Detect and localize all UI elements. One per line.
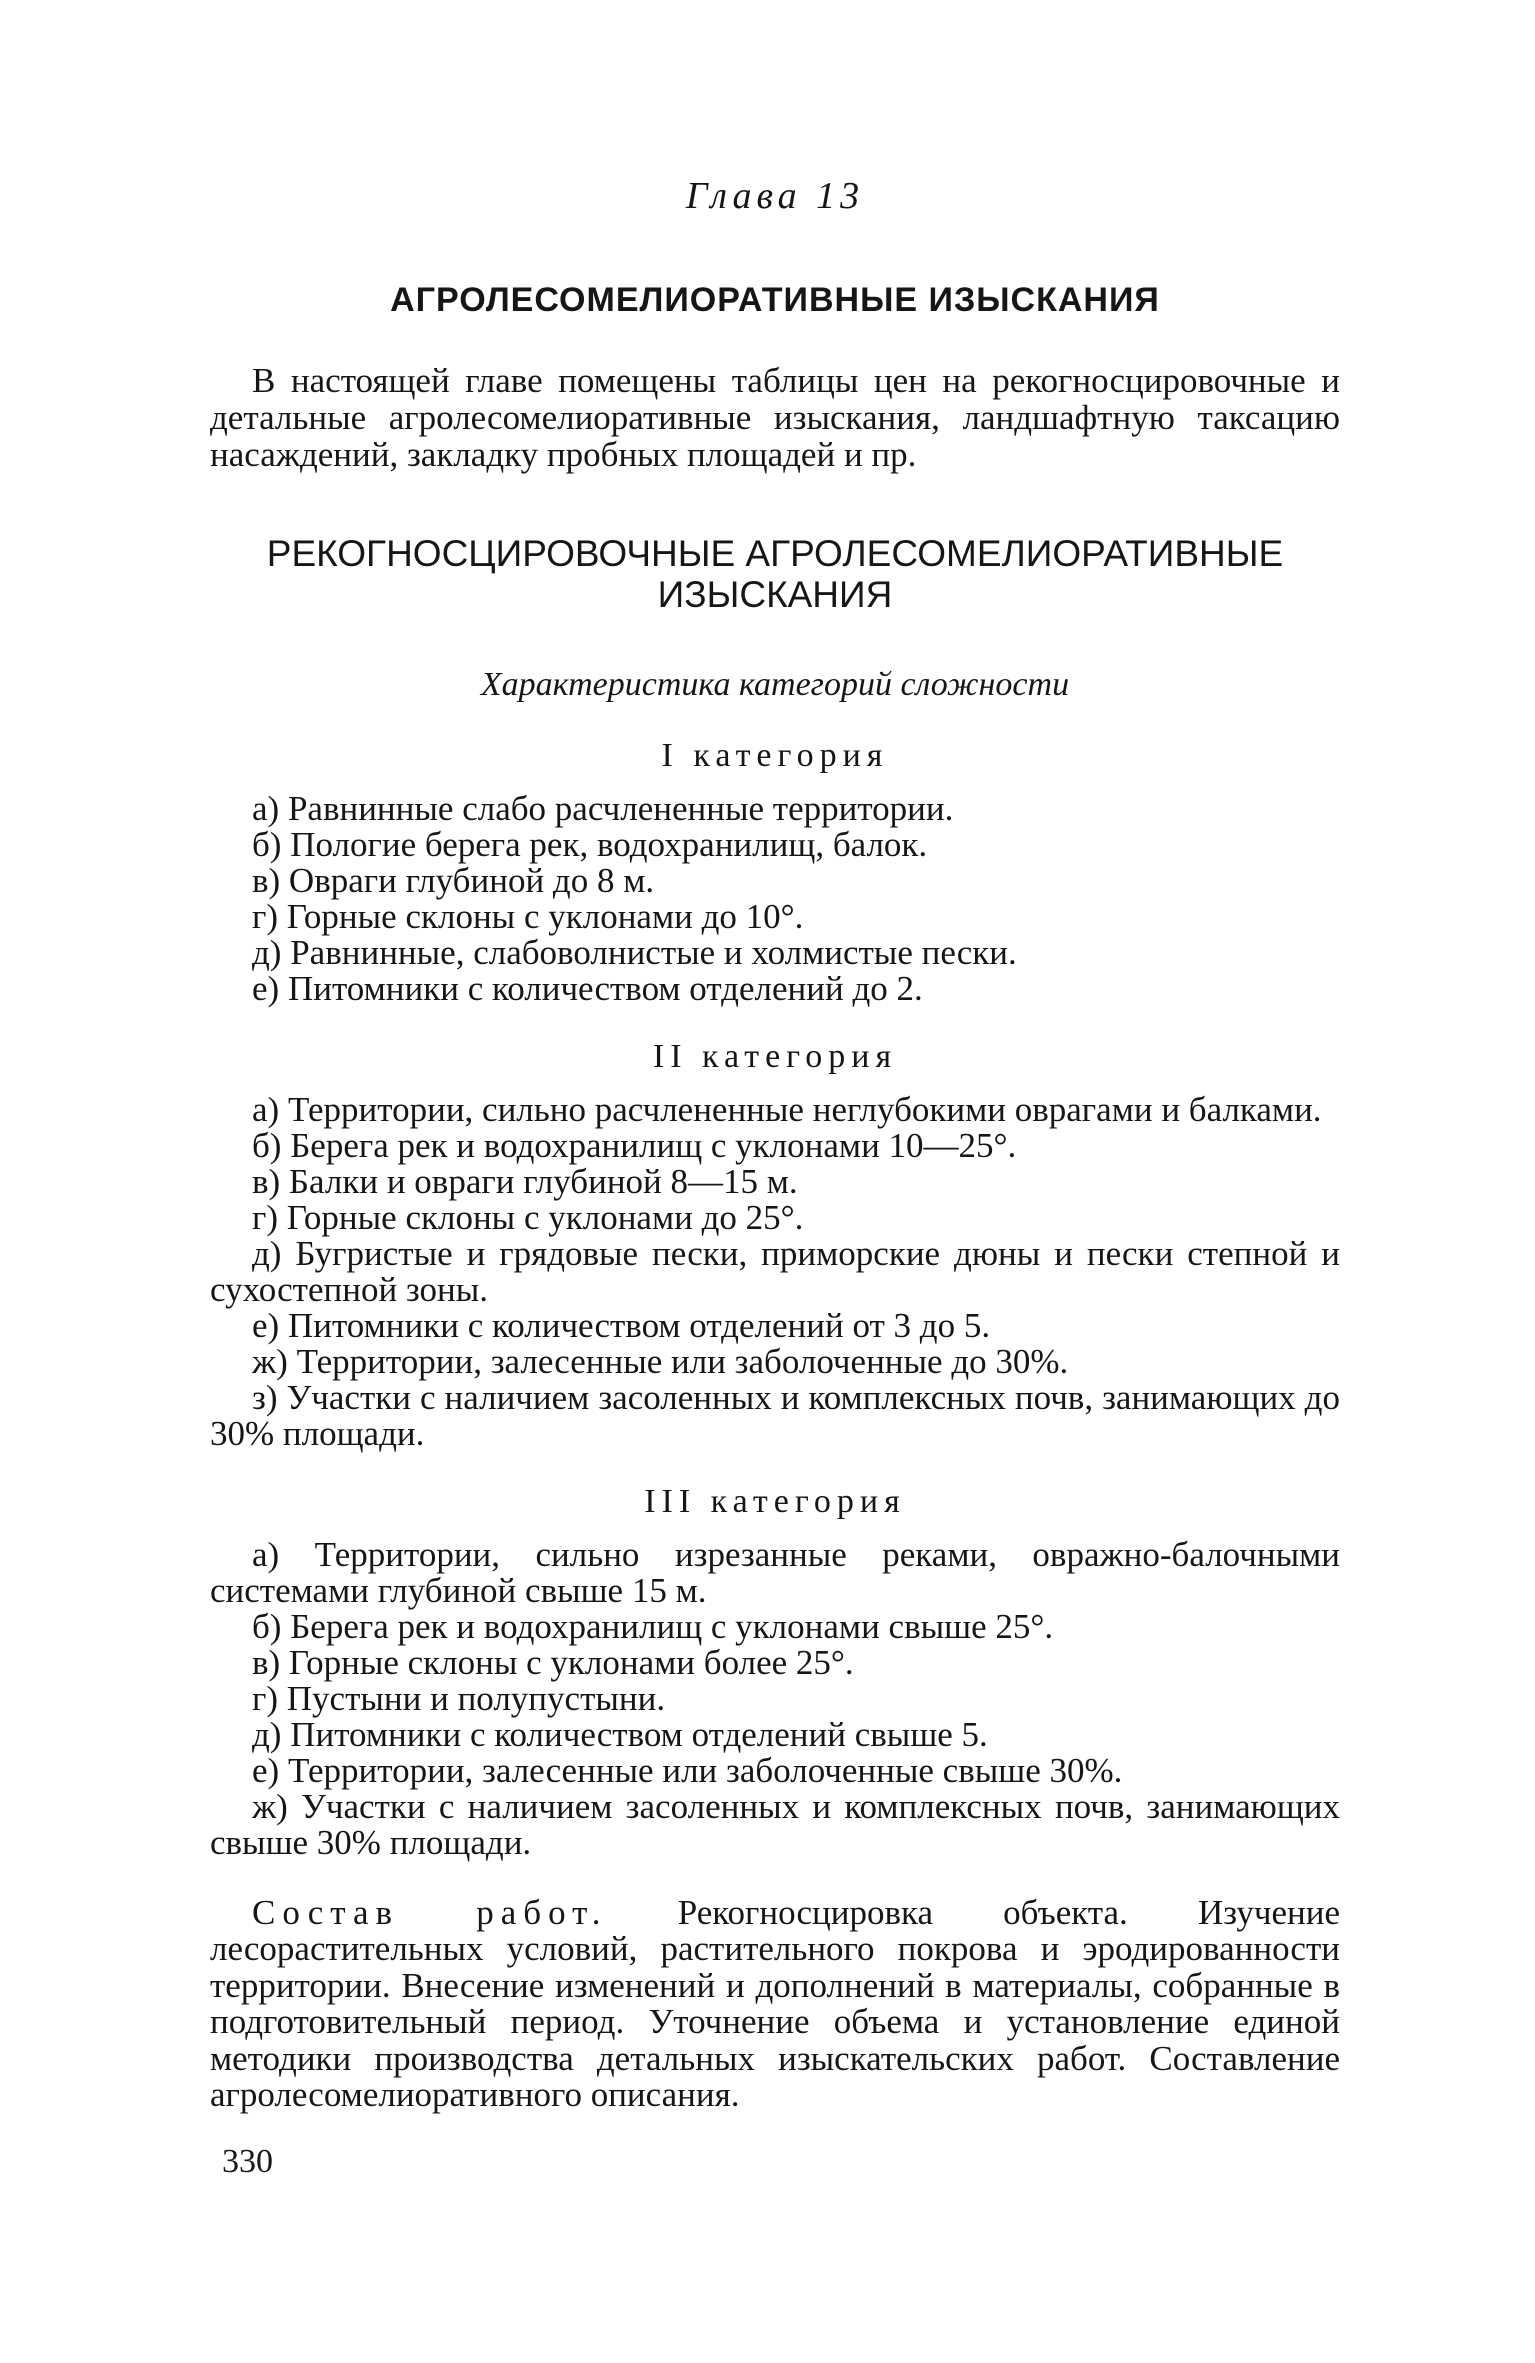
list-item: а) Территории, сильно расчлененные неглубокими оврагами и балками. bbox=[252, 1089, 1322, 1129]
list-item: б) Берега рек и водохранилищ с уклонами свыше 25°. bbox=[252, 1606, 1054, 1646]
list-item: а) Равнинные слабо расчлененные территории. bbox=[252, 788, 954, 828]
list-item: з) Участки с наличием засоленных и комплексных почв, занимающих до 30% площади. bbox=[210, 1377, 1340, 1453]
list-item: г) Горные склоны с уклонами до 25°. bbox=[252, 1197, 804, 1237]
list-item: в) Балки и овраги глубиной 8—15 м. bbox=[252, 1161, 798, 1201]
list-item: ж) Участки с наличием засоленных и комплексных почв, занимающих свыше 30% площади. bbox=[210, 1786, 1340, 1862]
category-block-1 bbox=[210, 736, 1340, 1007]
work-composition-text: Рекогносцировка объекта. Изучение лесорастительных условий, растительного покрова и эродированности территории. Внесение изменений и дополнений в материалы, собранные в подготовительный период. Уточнение объема и установление единой методики производства детальных изыскательских работ. Составление агролесомелиоративного описания. bbox=[210, 1892, 1340, 2115]
work-composition-paragraph bbox=[210, 1892, 1340, 2115]
chapter-label: Глава 13 bbox=[685, 175, 865, 217]
list-item: а) Территории, сильно изрезанные реками, овражно-балочными системами глубиной свыше 15 м. bbox=[210, 1534, 1340, 1610]
section-title: РЕКОГНОСЦИРОВОЧНЫЕ АГРОЛЕСОМЕЛИОРАТИВНЫЕ ИЗЫСКАНИЯ bbox=[266, 533, 1284, 616]
category-heading: III категория bbox=[644, 1482, 906, 1520]
work-composition-label: Состав работ. bbox=[252, 1892, 608, 1932]
list-item: б) Берега рек и водохранилищ с уклонами 10—25°. bbox=[252, 1125, 1017, 1165]
list-item: ж) Территории, залесенные или заболоченные до 30%. bbox=[252, 1341, 1069, 1381]
list-item: д) Бугристые и грядовые пески, приморские дюны и пески степной и сухостепной зоны. bbox=[210, 1233, 1340, 1309]
list-item: е) Территории, залесенные или заболоченные свыше 30%. bbox=[252, 1750, 1123, 1790]
list-item: е) Питомники с количеством отделений до 2. bbox=[252, 968, 923, 1008]
category-block-2 bbox=[210, 1037, 1340, 1452]
page-number: 330 bbox=[222, 2143, 273, 2180]
chapter-intro: В настоящей главе помещены таблицы цен на рекогносцировочные и детальные агролесомелиоративные изыскания, ландшафтную таксацию насаждений, закладку пробных площадей и пр. bbox=[210, 361, 1340, 475]
list-item: в) Овраги глубиной до 8 м. bbox=[252, 860, 655, 900]
list-item: б) Пологие берега рек, водохранилищ, балок. bbox=[252, 824, 928, 864]
list-item: г) Горные склоны с уклонами до 10°. bbox=[252, 896, 804, 936]
category-block-3 bbox=[210, 1482, 1340, 1861]
list-item: е) Питомники с количеством отделений от 3 до 5. bbox=[252, 1305, 991, 1345]
list-item: в) Горные склоны с уклонами более 25°. bbox=[252, 1642, 854, 1682]
category-heading: II категория bbox=[652, 1037, 898, 1075]
page-content bbox=[210, 150, 1340, 2114]
chapter-title: АГРОЛЕСОМЕЛИОРАТИВНЫЕ ИЗЫСКАНИЯ bbox=[390, 280, 1160, 319]
list-item: д) Равнинные, слабоволнистые и холмистые пески. bbox=[252, 932, 1017, 972]
list-item: д) Питомники с количеством отделений свыше 5. bbox=[252, 1714, 988, 1754]
subsection-title: Характеристика категорий сложности bbox=[480, 666, 1070, 704]
list-item: г) Пустыни и полупустыни. bbox=[252, 1678, 666, 1718]
category-heading: I категория bbox=[661, 737, 889, 775]
